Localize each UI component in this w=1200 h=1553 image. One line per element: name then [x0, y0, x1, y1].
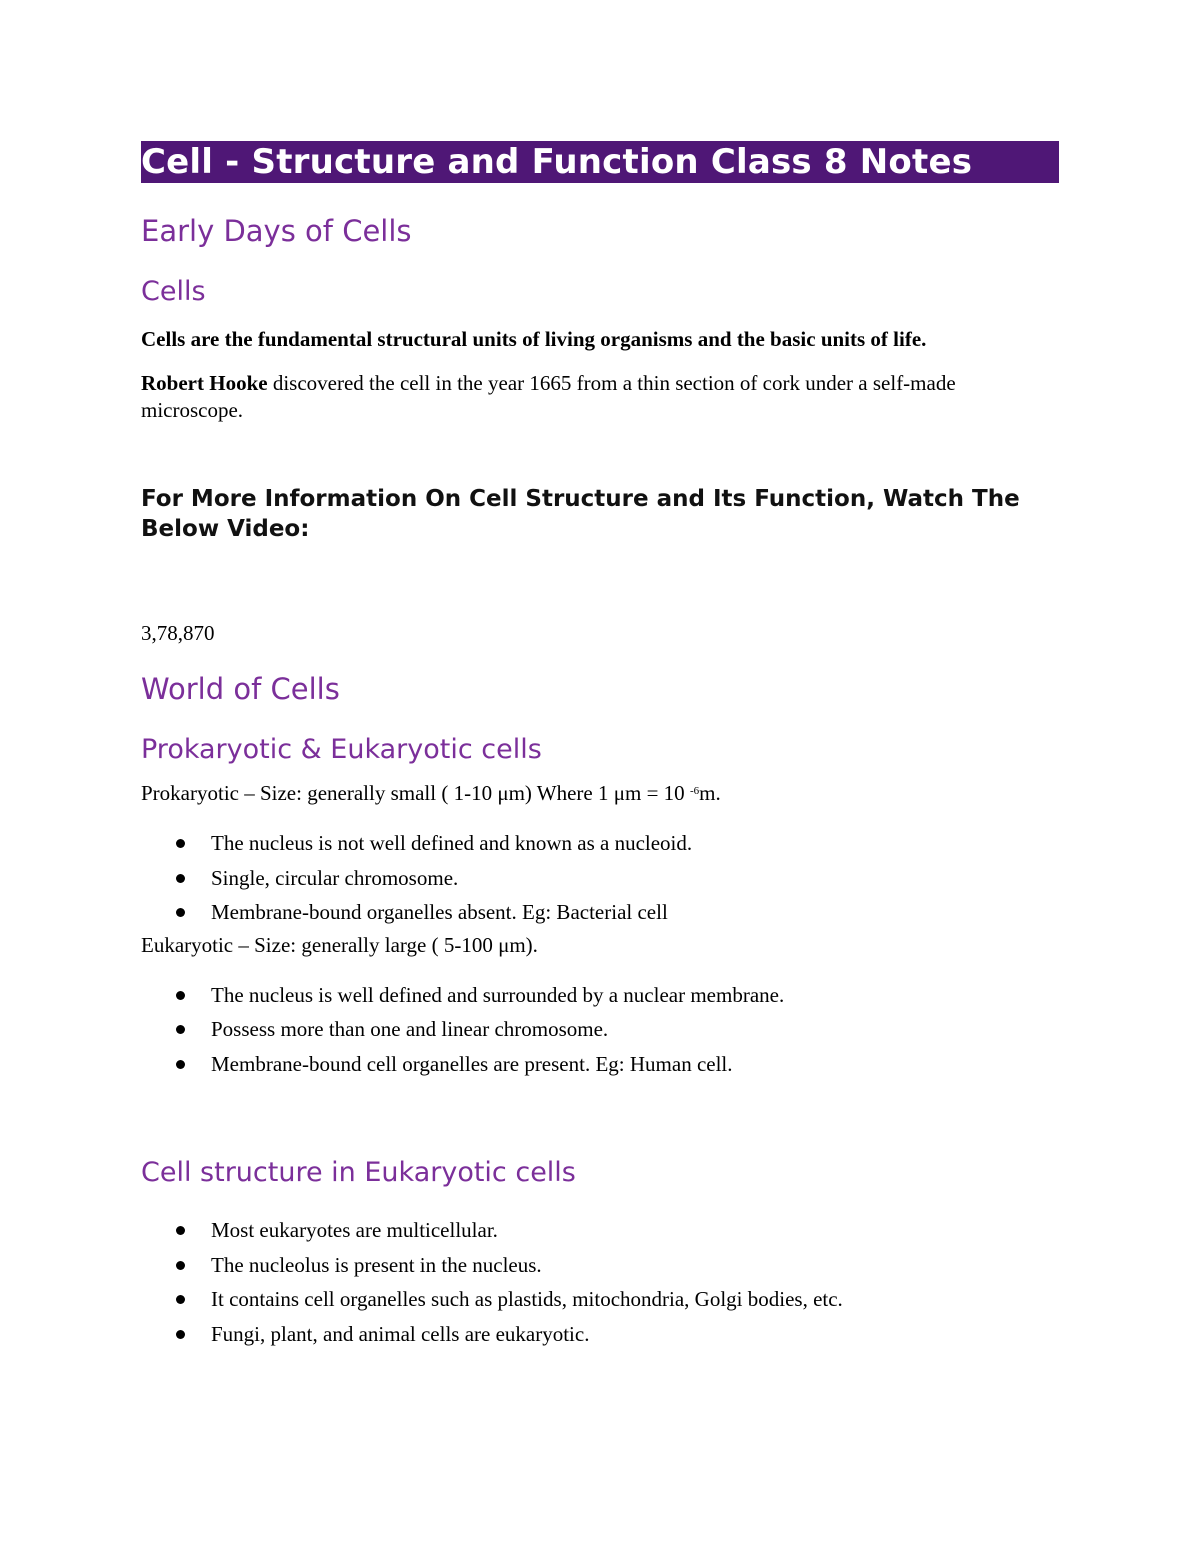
view-count: 3,78,870: [141, 621, 215, 645]
list-item-text: Fungi, plant, and animal cells are eukaryotic.: [211, 1321, 590, 1346]
prokaryotic-intro-prefix: Prokaryotic – Size: generally small ( 1-10 μm) Where 1 μm = 10: [141, 781, 690, 805]
list-item: [211, 1317, 1059, 1352]
list-item-text: Possess more than one and linear chromosome.: [211, 1017, 609, 1041]
list-item: [211, 1012, 1059, 1047]
list-item-text: The nucleus is not well defined and known as a nucleoid.: [211, 831, 693, 855]
list-item: [211, 1248, 1059, 1283]
bullet-icon: [176, 1330, 185, 1339]
prokaryotic-intro: [141, 780, 1059, 807]
subheading-prok-euk: Prokaryotic & Eukaryotic cells: [141, 734, 542, 765]
list-item-text: The nucleolus is present in the nucleus.: [211, 1252, 542, 1277]
eukaryotic-intro: Eukaryotic – Size: generally large ( 5-100 μm).: [141, 932, 538, 957]
subheading-cell-structure: Cell structure in Eukaryotic cells: [141, 1157, 576, 1188]
list-item-text: Most eukaryotes are multicellular.: [211, 1218, 498, 1242]
list-item: [211, 861, 1059, 896]
list-item: [211, 1282, 1059, 1317]
bullet-icon: [176, 991, 185, 1000]
list-item: [211, 978, 1059, 1013]
subheading-cells: Cells: [141, 276, 206, 307]
hooke-name: Robert Hooke: [141, 371, 268, 395]
document-title: Cell - Structure and Function Class 8 Notes: [141, 141, 1059, 183]
prokaryotic-intro-suffix: m.: [699, 781, 721, 805]
bullet-icon: [176, 874, 185, 883]
video-prompt: For More Information On Cell Structure and Its Function, Watch The Below Video:: [141, 486, 1020, 542]
eukaryote-structure-list: [141, 1213, 1059, 1351]
document-page: [141, 141, 1059, 1351]
bullet-icon: [176, 1060, 185, 1069]
cell-definition-text: Cells are the fundamental structural units of living organisms and the basic units of life.: [141, 327, 927, 351]
list-item: [211, 1213, 1059, 1248]
prokaryotic-exponent: -6: [689, 785, 700, 797]
bullet-icon: [176, 1261, 185, 1270]
hooke-text: discovered the cell in the year 1665 from a thin section of cork under a self-made microscope.: [141, 371, 956, 422]
list-item-text: Single, circular chromosome.: [211, 865, 459, 890]
bullet-icon: [176, 908, 185, 917]
list-item: [211, 1047, 1059, 1082]
cell-definition: [141, 326, 1059, 353]
list-item-text: It contains cell organelles such as plastids, mitochondria, Golgi bodies, etc.: [211, 1287, 843, 1311]
list-item: [211, 895, 1059, 930]
bullet-icon: [176, 1295, 185, 1304]
bullet-icon: [176, 839, 185, 848]
list-item-text: The nucleus is well defined and surrounded by a nuclear membrane.: [211, 982, 785, 1007]
list-item: [211, 826, 1059, 861]
list-item-text: Membrane-bound organelles absent. Eg: Bacterial cell: [211, 900, 668, 924]
bullet-icon: [176, 1025, 185, 1034]
bullet-icon: [176, 1226, 185, 1235]
hooke-paragraph: [141, 370, 1059, 424]
eukaryotic-list: [141, 978, 1059, 1082]
list-item-text: Membrane-bound cell organelles are present. Eg: Human cell.: [211, 1051, 733, 1076]
heading-world-of-cells: World of Cells: [141, 672, 340, 706]
prokaryotic-list: [141, 826, 1059, 930]
heading-early-days: Early Days of Cells: [141, 214, 412, 248]
